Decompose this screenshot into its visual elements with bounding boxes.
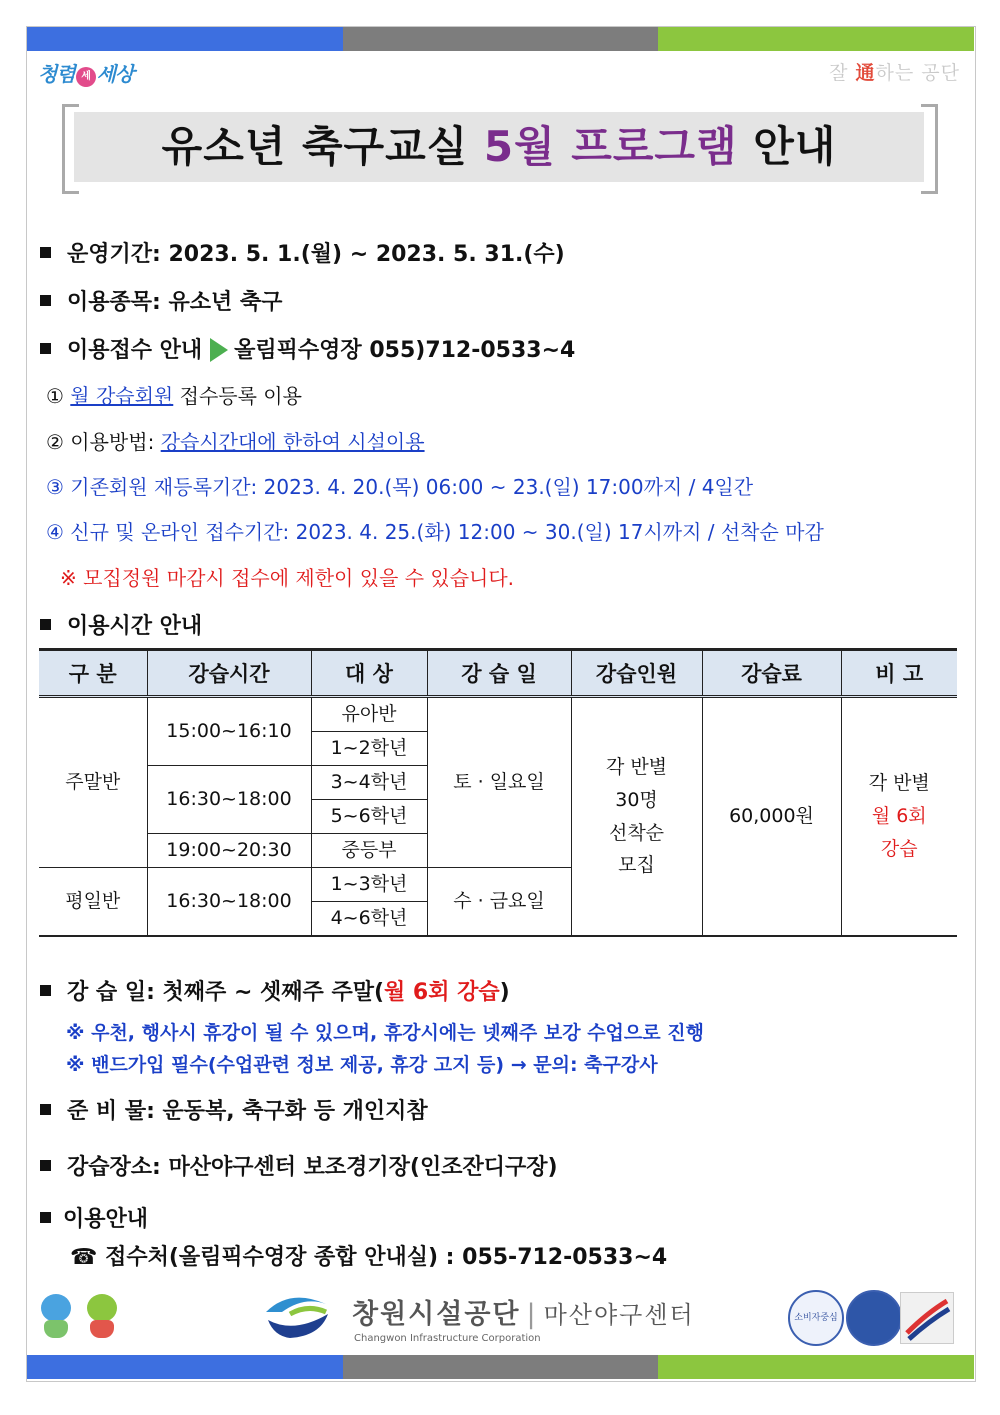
time-cell: 16:30~18:00 <box>147 868 311 937</box>
schedule-table <box>39 648 957 937</box>
remark-line: 강습 <box>880 837 918 860</box>
warning-text: ※ 모집정원 마감시 접수에 제한이 있을 수 있습니다. <box>60 566 515 590</box>
target-cell: 유아반 <box>311 697 427 732</box>
capacity-line: 선착순 <box>608 821 665 844</box>
corporation-logo-icon <box>260 1290 334 1344</box>
lesson-place: 강습장소: 마산야구센터 보조경기장(인조잔디구장) <box>40 1150 558 1181</box>
schedule-heading: 이용시간 안내 <box>40 609 202 640</box>
header-target: 대 상 <box>311 650 427 697</box>
phone-info: ☎ 접수처(올림픽수영장 종합 안내실) : 055-712-0533~4 <box>70 1245 668 1270</box>
weekend-days: 토 · 일요일 <box>427 697 571 868</box>
lesson-days: 강 습 일: 첫째주 ~ 셋째주 주말(월 6회 강습) <box>40 975 510 1006</box>
item-1: ① 월 강습회원 접수등록 이용 <box>46 384 302 408</box>
remark-line: 월 6회 <box>871 805 927 828</box>
capacity-line: 각 반별 <box>605 755 668 778</box>
weekday-days: 수 · 금요일 <box>427 868 571 937</box>
bottom-color-bar <box>27 1355 974 1379</box>
header-days: 강 습 일 <box>427 650 571 697</box>
table-row <box>39 697 957 732</box>
weekend-class: 주말반 <box>39 697 147 868</box>
remark-cell <box>841 697 957 937</box>
capacity-line: 모집 <box>618 854 655 877</box>
usage-heading: 이용안내 <box>40 1202 148 1233</box>
top-color-bar <box>27 27 974 51</box>
supplies: 준 비 물: 운동복, 축구화 등 개인지참 <box>40 1094 428 1125</box>
title-banner <box>62 104 938 190</box>
certification-badge-icon <box>846 1290 902 1346</box>
time-cell: 15:00~16:10 <box>147 697 311 766</box>
target-cell: 4~6학년 <box>311 902 427 937</box>
target-cell: 1~2학년 <box>311 732 427 766</box>
item-3: ③ 기존회원 재등록기간: 2023. 4. 20.(목) 06:00 ~ 23.(일) 17:00까지 / 4일간 <box>46 475 754 499</box>
header-fee: 강습료 <box>702 650 841 697</box>
consumer-centered-cert-icon: 소비자중심 <box>788 1290 844 1346</box>
page-title: 유소년 축구교실 5월 프로그램 안내 <box>74 112 924 182</box>
header-remark: 비 고 <box>841 650 957 697</box>
time-cell: 16:30~18:00 <box>147 766 311 834</box>
header-time: 강습시간 <box>147 650 311 697</box>
item-2: ② 이용방법: 강습시간대에 한하여 시설이용 <box>46 430 425 454</box>
target-cell: 1~3학년 <box>311 868 427 902</box>
item-4: ④ 신규 및 온라인 접수기간: 2023. 4. 25.(화) 12:00 ~ 30.(일) 17시까지 / 선착순 마감 <box>46 520 824 544</box>
target-cell: 중등부 <box>311 834 427 868</box>
corporation-name: 창원시설공단 | 마산야구센터 <box>352 1299 695 1330</box>
header-capacity: 강습인원 <box>571 650 702 697</box>
arrow-right-icon <box>210 338 228 362</box>
capacity-cell <box>571 697 702 937</box>
integrity-world-logo: 청렴 세 세상 <box>38 62 134 86</box>
sport-item: 이용종목: 유소년 축구 <box>40 285 282 316</box>
mascot-icon <box>36 1294 76 1340</box>
table-header-row <box>39 650 957 697</box>
note-band: ※ 밴드가입 필수(수업관련 정보 제공, 휴강 고지 등) → 문의: 축구강사 <box>66 1054 658 1076</box>
fee-cell: 60,000원 <box>702 697 841 937</box>
reception-info: 이용접수 안내 올림픽수영장 055)712-0533~4 <box>40 333 575 364</box>
operation-period: 운영기간: 2023. 5. 1.(월) ~ 2023. 5. 31.(수) <box>40 237 565 268</box>
time-cell: 19:00~20:30 <box>147 834 311 868</box>
mascot-icon <box>82 1294 122 1340</box>
target-cell: 3~4학년 <box>311 766 427 800</box>
remark-line: 각 반별 <box>868 772 930 795</box>
certification-mark-icon <box>900 1292 954 1344</box>
slogan-logo: 잘 通하는 공단 <box>829 62 960 84</box>
note-rain: ※ 우천, 행사시 휴강이 될 수 있으며, 휴강시에는 넷째주 보강 수업으로 진행 <box>66 1022 704 1044</box>
header-category: 구 분 <box>39 650 147 697</box>
target-cell: 5~6학년 <box>311 800 427 834</box>
weekday-class: 평일반 <box>39 868 147 937</box>
corporation-english-name: Changwon Infrastructure Corporation <box>354 1333 541 1344</box>
capacity-line: 30명 <box>615 788 658 811</box>
